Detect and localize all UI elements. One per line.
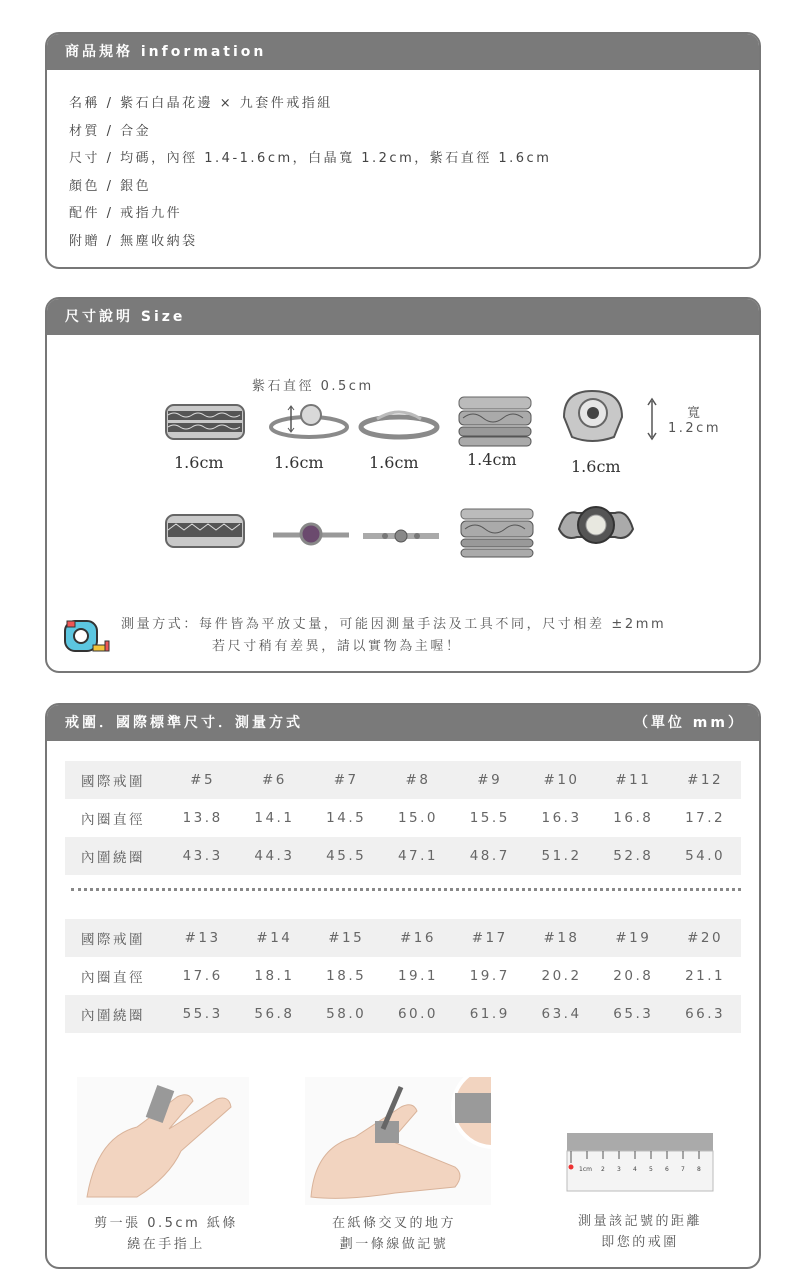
step-1-caption [71, 1213, 261, 1255]
ring-size-label: 1.6cm [274, 453, 324, 472]
table-cell: #20 [687, 930, 724, 946]
table-cell: #19 [615, 930, 652, 946]
width-arrow-icon [645, 397, 659, 441]
ring-image [267, 399, 353, 449]
table-cell: 20.8 [613, 968, 654, 984]
table-cell: #13 [184, 930, 221, 946]
spec-color: 顏色 / 銀色 [69, 178, 152, 194]
table-cell: #11 [615, 772, 652, 788]
ring-size-label: 1.6cm [571, 457, 621, 476]
table-cell: 58.0 [326, 1006, 367, 1022]
ring-size-title-text: 戒圍．國際標準尺寸．測量方式 [65, 715, 303, 731]
spec-accessory: 配件 / 戒指九件 [69, 206, 183, 221]
table-cell: 15.0 [397, 810, 438, 826]
spec-size: 尺寸 / 均碼，內徑 1.4-1.6cm，白晶寬 1.2cm，紫石直徑 1.6cm [69, 151, 552, 166]
table-cell: #15 [328, 930, 365, 946]
ruler-tick-label: 3 [617, 1166, 621, 1173]
table-cell: 54.0 [685, 848, 726, 864]
row-header: 國際戒圍 [81, 932, 145, 948]
ruler-tick-label: 5 [649, 1166, 653, 1173]
step-1-line1: 剪一張 0.5cm 紙條 [94, 1216, 238, 1231]
size-table-block-2 [65, 919, 741, 1033]
ruler-tick-label: 2 [601, 1166, 605, 1173]
table-cell: 21.1 [685, 968, 726, 984]
table-cell: 20.2 [541, 968, 582, 984]
measure-note [121, 614, 666, 658]
table-cell: 17.2 [685, 810, 726, 826]
table-cell: 55.3 [182, 1006, 223, 1022]
table-cell: #5 [190, 772, 216, 788]
ruler-tick-label: 7 [681, 1166, 685, 1173]
table-cell: 16.3 [541, 810, 582, 826]
size-table-block-1 [65, 761, 741, 875]
table-cell: 18.1 [254, 968, 295, 984]
ring-image [455, 393, 535, 453]
table-row [65, 919, 741, 957]
ruler-tick-label: 1cm [579, 1166, 592, 1173]
dotted-divider [71, 888, 741, 895]
width-value-label: 1.2cm [668, 421, 721, 436]
ring-image [359, 521, 443, 551]
table-cell: 56.8 [254, 1006, 295, 1022]
table-cell: 18.5 [326, 968, 367, 984]
table-cell: 63.4 [541, 1006, 582, 1022]
purple-stone-label: 紫石直徑 0.5cm [252, 379, 374, 394]
size-title: 尺寸說明 Size [47, 299, 759, 335]
row-header: 內圈直徑 [81, 812, 145, 828]
table-cell: 19.1 [397, 968, 438, 984]
width-label: 寬 [687, 406, 703, 421]
spec-title: 商品規格 information [47, 34, 759, 70]
table-cell: 14.5 [326, 810, 367, 826]
table-cell: #7 [333, 772, 359, 788]
measuring-tape-icon [63, 617, 113, 657]
table-cell: 44.3 [254, 848, 295, 864]
step-3-line1: 測量該記號的距離 [577, 1214, 702, 1229]
hand-wrap-illustration [77, 1077, 249, 1205]
row-header: 內圍繞圈 [81, 1008, 145, 1024]
table-cell: #10 [543, 772, 580, 788]
table-cell: #12 [687, 772, 724, 788]
table-row [65, 761, 741, 799]
table-cell: 17.6 [182, 968, 223, 984]
table-cell: #18 [543, 930, 580, 946]
table-row [65, 837, 741, 875]
measure-note-line1: 測量方式：每件皆為平放丈量，可能因測量手法及工具不同，尺寸相差 ±2mm [121, 617, 667, 632]
spec-name: 名稱 / 紫石白晶花邊 × 九套件戒指組 [69, 96, 333, 111]
table-row [65, 995, 741, 1033]
table-cell: 13.8 [182, 810, 223, 826]
table-row [65, 799, 741, 837]
row-header: 內圍繞圈 [81, 850, 145, 866]
ring-image [269, 517, 353, 553]
table-cell: 47.1 [397, 848, 438, 864]
mark-paper-illustration [305, 1077, 491, 1205]
step-3-line2: 即您的戒圍 [601, 1235, 679, 1250]
table-cell: 16.8 [613, 810, 654, 826]
ring-size-title [47, 705, 759, 741]
spec-panel [45, 32, 761, 269]
row-header: 內圈直徑 [81, 970, 145, 986]
table-row [65, 957, 741, 995]
step-2-line1: 在紙條交叉的地方 [331, 1216, 456, 1231]
ring-size-label: 1.6cm [369, 453, 419, 472]
ring-image [555, 499, 637, 555]
table-cell: 45.5 [326, 848, 367, 864]
ring-size-label: 1.6cm [174, 453, 224, 472]
table-cell: 52.8 [613, 848, 654, 864]
spec-material: 材質 / 合金 [69, 123, 152, 139]
table-cell: 51.2 [541, 848, 582, 864]
ring-image [552, 387, 634, 449]
table-cell: 14.1 [254, 810, 295, 826]
measure-note-line2: 若尺寸稍有差異，請以實物為主喔！ [212, 639, 462, 654]
table-cell: #14 [256, 930, 293, 946]
table-cell: 65.3 [613, 1006, 654, 1022]
table-cell: 19.7 [469, 968, 510, 984]
table-cell: 43.3 [182, 848, 223, 864]
unit-label: （單位 mm） [633, 715, 745, 731]
spec-list [69, 90, 759, 255]
step-2-caption [301, 1213, 487, 1255]
table-cell: #9 [477, 772, 503, 788]
spec-gift: 附贈 / 無塵收納袋 [69, 233, 198, 249]
ruler-tick-label: 4 [633, 1166, 637, 1173]
table-cell: 15.5 [469, 810, 510, 826]
table-cell: #6 [261, 772, 287, 788]
row-header: 國際戒圍 [81, 774, 145, 790]
step-2-line2: 劃一條線做記號 [339, 1237, 449, 1252]
ring-size-label: 1.4cm [467, 450, 517, 469]
step-3-caption [547, 1211, 733, 1253]
ring-image [162, 511, 248, 557]
ring-image [457, 505, 537, 561]
ruler-tick-label: 8 [697, 1166, 701, 1173]
size-panel [45, 297, 761, 673]
ring-image [162, 399, 248, 449]
ring-image [357, 405, 441, 445]
table-cell: #16 [399, 930, 436, 946]
ruler-tick-label: 6 [665, 1166, 669, 1173]
table-cell: #17 [471, 930, 508, 946]
table-cell: 66.3 [685, 1006, 726, 1022]
table-cell: 61.9 [469, 1006, 510, 1022]
table-cell: 60.0 [397, 1006, 438, 1022]
ring-size-panel [45, 703, 761, 1269]
table-cell: 48.7 [469, 848, 510, 864]
step-1-line2: 繞在手指上 [127, 1237, 205, 1252]
ruler-illustration [563, 1129, 715, 1195]
table-cell: #8 [405, 772, 431, 788]
